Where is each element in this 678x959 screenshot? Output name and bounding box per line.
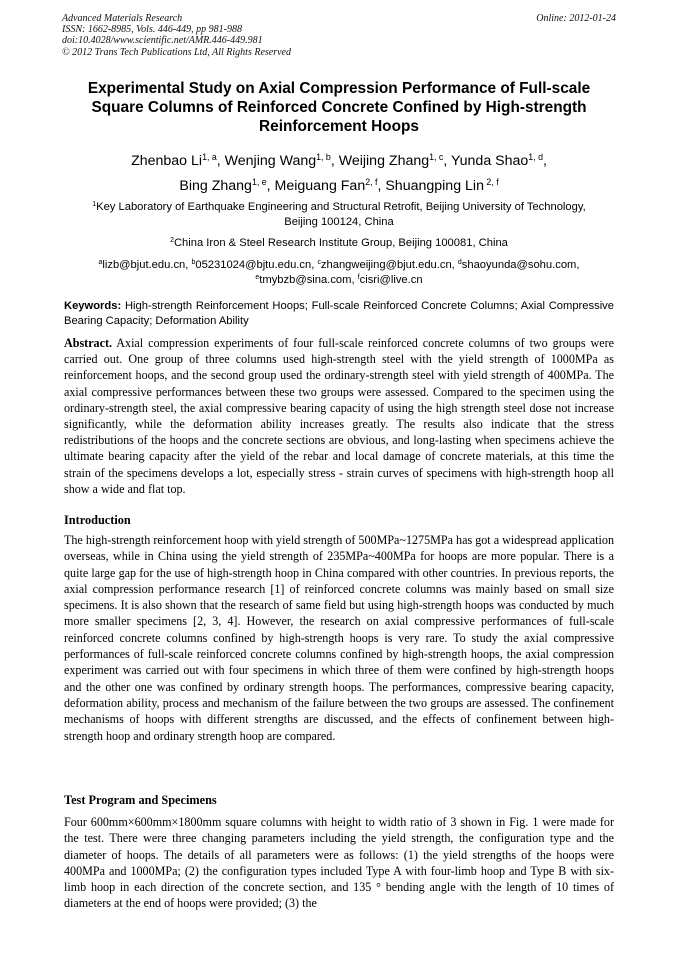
email-link[interactable]: shaoyunda@sohu.com, <box>461 259 580 271</box>
author-affil-sup: 2, f <box>483 176 499 187</box>
author-sep: , <box>330 153 339 169</box>
keywords-text: High-strength Reinforcement Hoops; Full-scale Reinforced Concrete Columns; Axial Compressive Bearing Capacity; Deformation Ability <box>64 300 614 327</box>
affil-sup: 1 <box>92 201 97 209</box>
author-affil-sup: 1, b <box>316 152 331 163</box>
author-affil-sup: 1, a <box>202 152 217 163</box>
email-link[interactable]: cisri@live.cn <box>359 273 423 286</box>
keywords-label: Keywords: <box>64 300 122 312</box>
affil-text: Key Laboratory of Earthquake Engineering and Structural Retrofit, Beijing University of Technology, <box>96 201 586 213</box>
author-name: Yunda Shao <box>450 153 529 169</box>
author-name: Shuangping Lin <box>385 177 484 194</box>
journal-copyright: © 2012 Trans Tech Publications Ltd, All Rights Reserved <box>62 46 291 58</box>
author-affil-sup: 1, e <box>251 176 267 187</box>
abstract-text: Axial compression experiments of four full-scale reinforced concrete columns of two groups were carried out. One group of three columns used high-strength steel with the yield strength of 1000MPa as reinforcement hoops, and the second group used the ordinary-strength steel with yield strength of 400MPa. The axial compressive performances between these two groups were assessed. Compared to the specimen using the ordinary-strength steel, the axial compressive bearing capacity of using the high strength steel dose not increase significantly, while the deformation ability increases greatly. The results also indicate that the stress redistributions of the hoops and the concrete sections are obvious, and long-lasting when specimens achieve the ultimate bearing capacity after the yield of the rebar and local damage of concrete materials, at this time the strain of the specimens develops a lot, especially stress - strain curves of specimens with high-strength hoop all show a wide and flat top. <box>64 336 614 496</box>
email-link[interactable]: tmybzb@sina.com, <box>259 273 358 286</box>
journal-doi[interactable]: doi:10.4028/www.scientific.net/AMR.446-449.981 <box>62 35 263 47</box>
email-link[interactable]: 05231024@bjtu.edu.cn, <box>195 259 318 271</box>
title-line-2: Square Columns of Reinforced Concrete Confined by High-strength <box>91 99 587 116</box>
email-sup: b <box>191 259 196 267</box>
author-sep: , <box>377 177 386 194</box>
affiliation-1-line-2: Beijing 100124, China <box>284 215 394 228</box>
title-line-3: Reinforcement Hoops <box>259 118 419 135</box>
author-sep: , <box>443 153 451 169</box>
author-sep: , <box>216 153 225 169</box>
affiliation-2 <box>64 236 614 251</box>
email-sup: d <box>457 259 462 267</box>
affil-sup: 2 <box>170 237 174 245</box>
author-sep: , <box>542 153 547 169</box>
email-sup: c <box>317 259 321 267</box>
email-sup: f <box>357 273 360 281</box>
author-line-1 <box>64 149 614 174</box>
introduction-text: The high-strength reinforcement hoop with yield strength of 500MPa~1275MPa has got a widespread application overseas, while in China using the yield strength of 235MPa~400MPa for hoops are more popular. There is a quite large gap for the use of high-strength hoop in China compared with other countries. In previous reports, the axial compression performance research [1] of reinforced concrete columns was mainly based on small size specimens. It is also shown that the research of same field but using high-strength hoops was conducted by much more smaller specimens [2, 3, 4]. However, the research on axial compressive performances of full-scale reinforced concrete columns confined by high-strength hoops is very rare. To study the axial compressive performances of full-scale reinforced concrete columns confined by high-strength hoops, the axial compression experiment was carried out with four specimens in which three of them were confined by high-strength hoops and the other one was confined by ordinary strength hoops. The performances, compressive bearing capacity, deformation ability, process and mechanism of the failure between the two groups are assessed. The confinement mechanisms of hoops with different strengths are discussed, and the effects of confinement between high-strength hoop and ordinary strength hoop are compared. <box>64 533 614 743</box>
affil-text: China Iron & Steel Research Institute Group, Beijing 100081, China <box>173 237 508 249</box>
author-name: Bing Zhang <box>179 177 252 194</box>
emails-line-1 <box>64 258 614 273</box>
author-affil-sup: 2, f <box>365 176 378 187</box>
abstract-label: Abstract. <box>64 336 113 350</box>
affiliation-1-line-1 <box>64 200 614 215</box>
author-emails <box>64 258 614 287</box>
author-affil-sup: 1, d <box>528 152 543 163</box>
keywords-block <box>64 299 614 328</box>
author-name: Wenjing Wang <box>224 153 317 169</box>
author-sep: , <box>266 177 275 194</box>
affiliation-1 <box>64 200 614 229</box>
emails-line-2 <box>64 273 614 288</box>
email-sup: e <box>255 273 260 281</box>
author-name: Zhenbao Li <box>131 153 203 169</box>
author-list <box>64 149 614 198</box>
author-affil-sup: 1, c <box>429 152 444 163</box>
title-line-1: Experimental Study on Axial Compression Performance of Full-scale <box>87 80 591 97</box>
online-date: Online: 2012-01-24 <box>536 13 616 24</box>
author-line-2 <box>64 174 614 199</box>
affiliation-2-line <box>64 236 614 251</box>
journal-header <box>62 13 616 58</box>
journal-name: Advanced Materials Research <box>62 13 183 24</box>
email-link[interactable]: zhangweijing@bjut.edu.cn, <box>320 259 458 271</box>
introduction-heading: Introduction <box>64 513 131 527</box>
test-program-heading: Test Program and Specimens <box>64 793 217 807</box>
email-link[interactable]: lizb@bjut.edu.cn, <box>102 259 192 271</box>
author-name: Weijing Zhang <box>338 153 430 169</box>
author-name: Meiguang Fan <box>274 177 366 194</box>
email-sup: a <box>98 259 103 267</box>
test-program-text: Four 600mm×600mm×1800mm square columns with height to width ratio of 3 shown in Fig. 1 were made for the test. There were three changing parameters including the yield strength, the configuration type and the diameter of hoops. The details of all parameters were as follows: (1) the yield strengths of the hoops were 400MPa and 1000MPa; (2) the configuration types included Type A with four-limb hoop and Type B with six-limb hoop in each direction of the concrete section, and 135 ° bending angle with the length of 10 times of diameters at the end of hoops were provided; (3) the <box>64 815 614 911</box>
paper-title <box>64 79 614 136</box>
journal-issn: ISSN: 1662-8985, Vols. 446-449, pp 981-988 <box>62 24 242 36</box>
abstract-block <box>64 335 614 497</box>
